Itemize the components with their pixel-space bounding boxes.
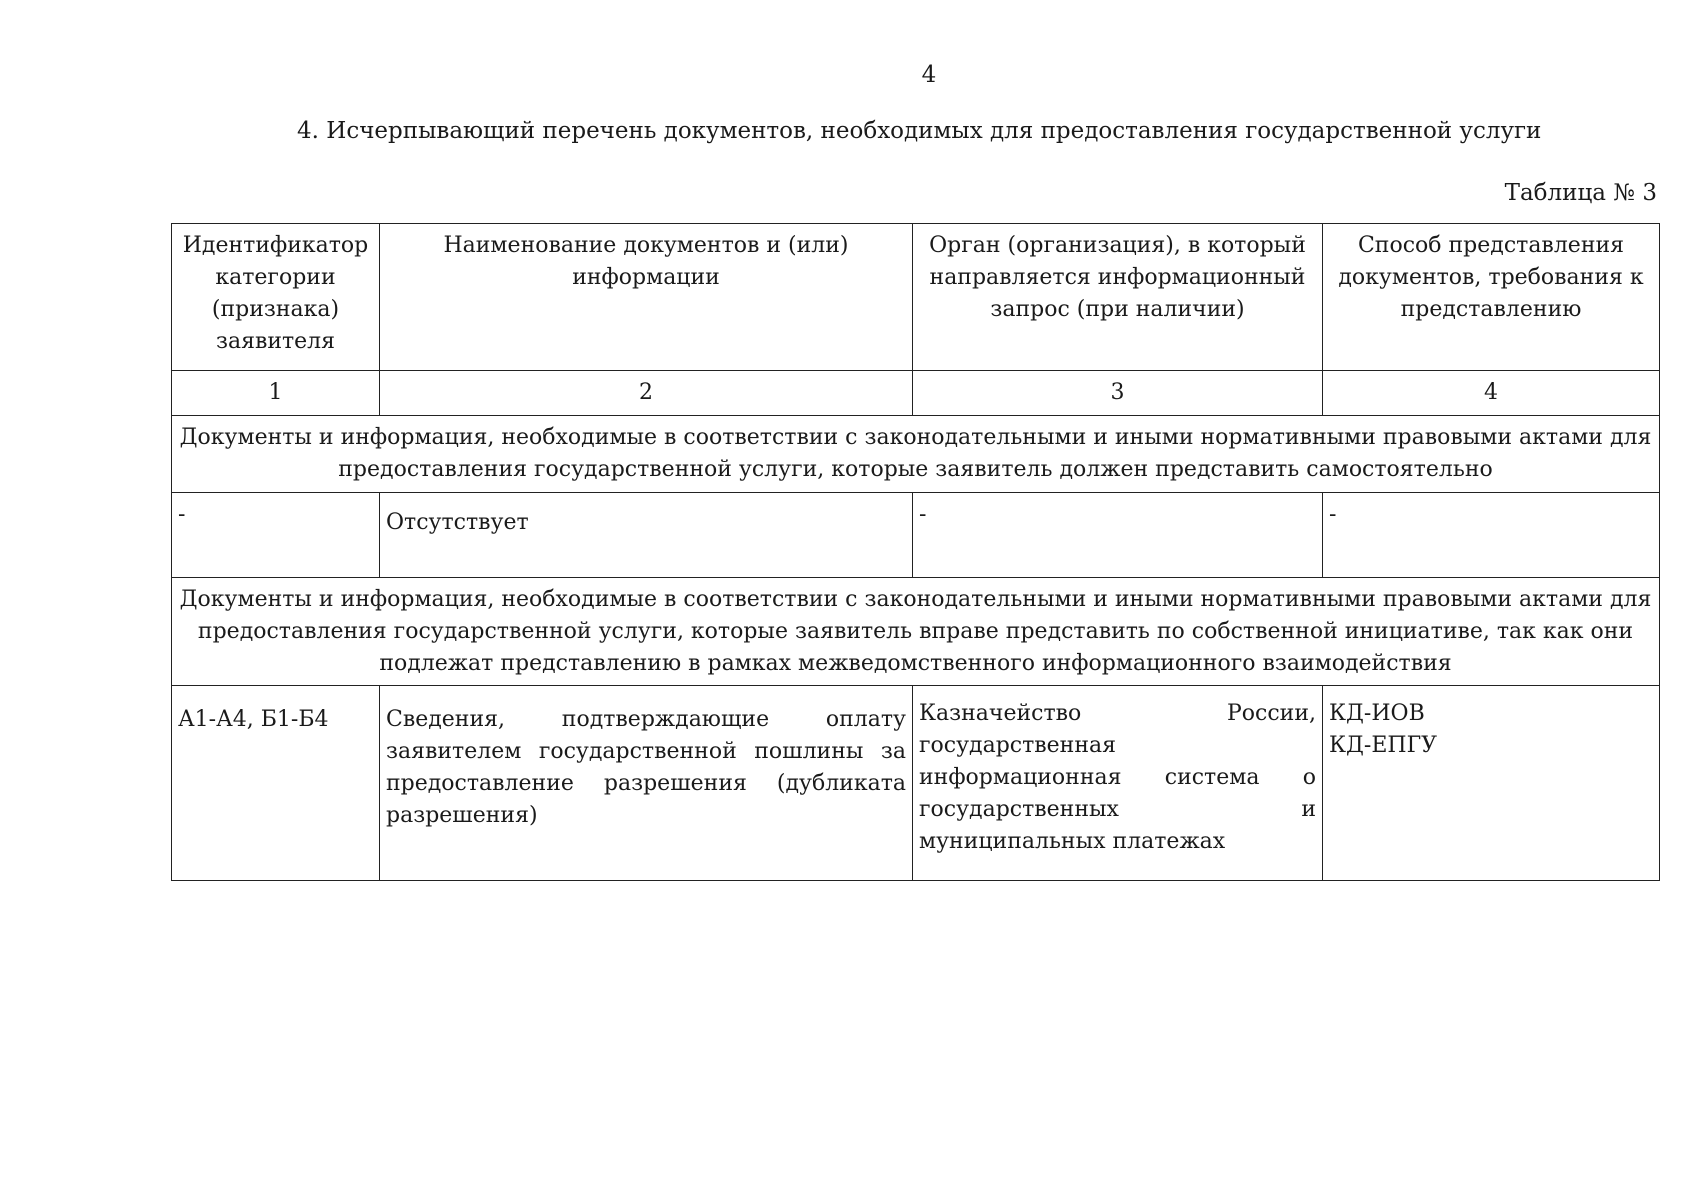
table-cell: Отсутствует <box>380 492 913 577</box>
table-cell: - <box>172 492 380 577</box>
header-cell-applicant-id: Идентификатор категории (признака) заявителя <box>172 224 380 371</box>
header-cell-organization: Орган (организация), в который направляется информационный запрос (при наличии) <box>913 224 1323 371</box>
page-number: 4 <box>921 62 937 88</box>
header-cell-document-name: Наименование документов и (или) информации <box>380 224 913 371</box>
column-number: 1 <box>172 371 380 416</box>
column-number-row <box>172 371 1660 416</box>
header-cell-submission-method: Способ представления документов, требования к представлению <box>1323 224 1660 371</box>
header-row <box>172 224 1660 371</box>
section-heading-optional: Документы и информация, необходимые в соответствии с законодательными и иными нормативными правовыми актами для предоставления государственной услуги, которые заявитель вправе представить по собственной инициативе, так как они подлежат представлению в рамках межведомственного информационного взаимодействия <box>172 577 1660 686</box>
table-caption: Таблица № 3 <box>1504 180 1657 206</box>
table-cell: - <box>1323 492 1660 577</box>
section-row-optional <box>172 577 1660 686</box>
column-number: 2 <box>380 371 913 416</box>
table-row <box>172 492 1660 577</box>
column-number: 4 <box>1323 371 1660 416</box>
documents-table <box>171 223 1660 881</box>
section-row-mandatory <box>172 416 1660 493</box>
column-number: 3 <box>913 371 1323 416</box>
section-title: 4. Исчерпывающий перечень документов, необходимых для предоставления государственной услуги <box>297 118 1542 144</box>
section-heading-mandatory: Документы и информация, необходимые в соответствии с законодательными и иными нормативными правовыми актами для предоставления государственной услуги, которые заявитель должен представить самостоятельно <box>172 416 1660 493</box>
table-row <box>172 686 1660 881</box>
table-cell: А1-А4, Б1-Б4 <box>172 686 380 881</box>
table-cell: КД-ИОВ КД-ЕПГУ <box>1323 686 1660 881</box>
table-cell: - <box>913 492 1323 577</box>
table-cell: Казначейство России, государственная информационная система о государственных и муниципальных платежах <box>913 686 1323 881</box>
table-cell: Сведения, подтверждающие оплату заявителем государственной пошлины за предоставление разрешения (дубликата разрешения) <box>380 686 913 881</box>
